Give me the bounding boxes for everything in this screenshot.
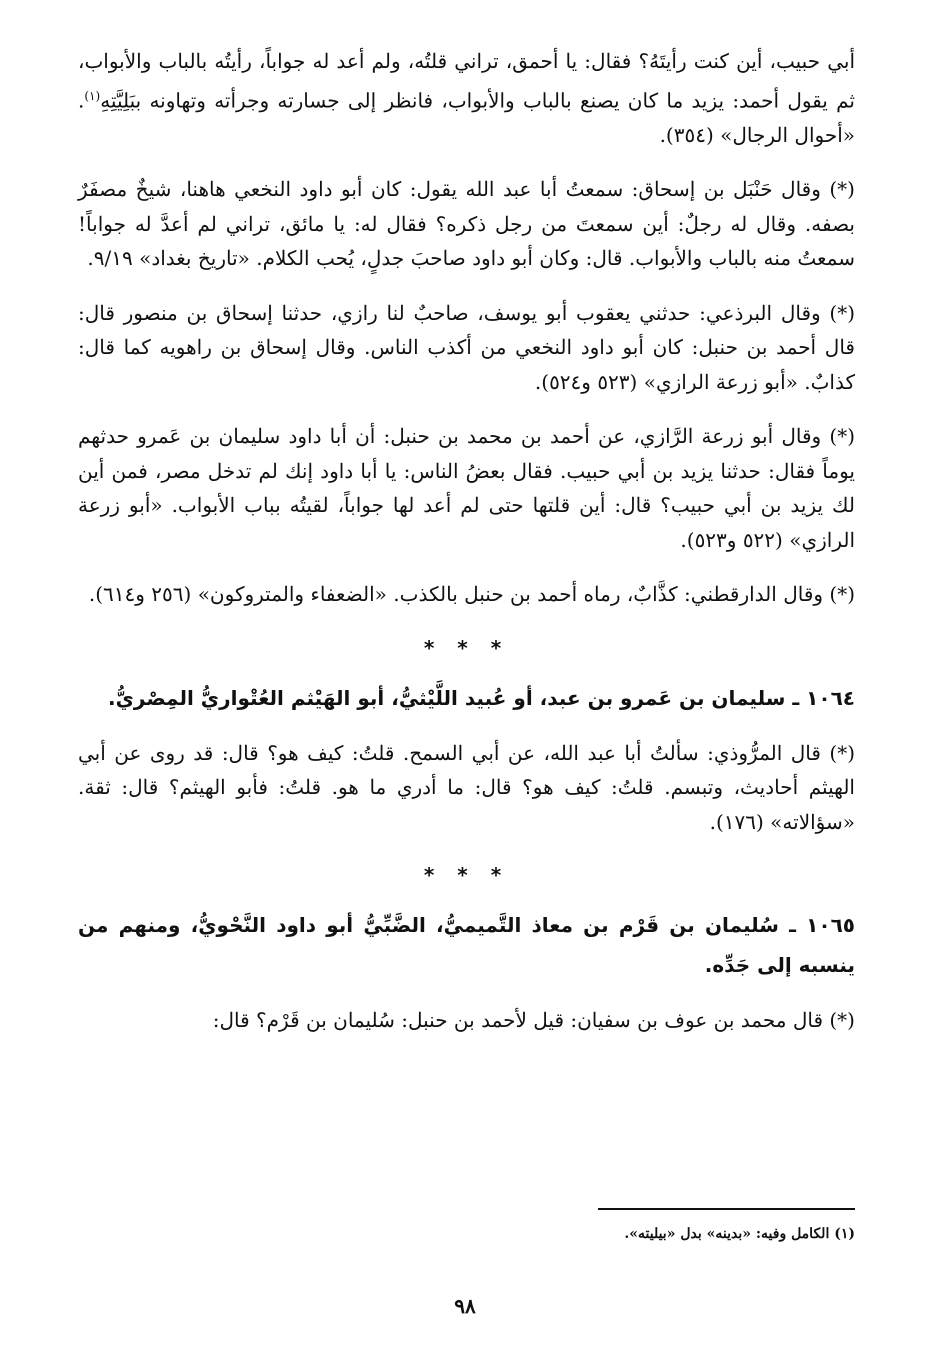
paragraph-5: (*) وقال الدارقطني: كذَّابٌ، رماه أحمد بن حنبل بالكذب. «الضعفاء والمتروكون» (٢٥٦ و٦١٤). [88,582,855,607]
page-number: ٩٨ [454,1294,476,1318]
paragraph-1 [78,44,855,152]
paragraph-1-text: أبي حبيب، أين كنت رأيتَهُ؟ فقال: يا أحمق، تراني قلتُه، ولم أعد له جواباً، رأيتُه بالباب والأبواب، ثم يقول أحمد: يزيد ما كان يصنع بالباب والأبواب، فانظر إلى جسارته وجرأته وتهاونه ببَلِيَّتِهِ [78,49,855,113]
entry-1064-heading: ١٠٦٤ ـ سليمان بن عَمرو بن عبد، أو عُبيد اللَّيْثيُّ، أبو الهَيْثم العُتْواريُّ المِصْريُّ. [107,685,855,710]
section-separator-1: * * * [423,635,510,660]
section-separator-2: * * * [423,863,510,888]
entry-1064-paragraph: (*) قال المرُّوذي: سألتُ أبا عبد الله، عن أبي السمح. قلتُ: كيف هو؟ قال: قد روى عن أبي الهيثم أحاديث، وتبسم. قلتُ: كيف هو؟ قال: ما أدري ما هو. قلتُ: فأبو الهيثم؟ قال: ثقة. «سؤالاته» (١٧٦). [78,740,855,834]
footnote-ref-1[interactable]: (١) [84,88,101,103]
paragraph-3: (*) وقال البرذعي: حدثني يعقوب أبو يوسف، صاحبٌ لنا رازي، حدثنا إسحاق بن منصور قال: قال أحمد بن حنبل: كان أبو داود النخعي من أكذب الناس. وقال إسحاق بن راهويه كما قال: كذابٌ. «أبو زرعة الرازي» (٥٢٣ و٥٢٤). [78,300,855,394]
entry-1065-paragraph: (*) قال محمد بن عوف بن سفيان: قيل لأحمد بن حنبل: سُليمان بن قَرْم؟ قال: [212,1008,855,1033]
entry-1065-heading: ١٠٦٥ ـ سُليمان بن قَرْم بن معاذ التَّميميُّ، الضَّبِّيُّ أبو داود النَّحْويُّ، ومنهم من ينسبه إلى جَدِّه. [78,913,855,978]
paragraph-1-citation: . «أحوال الرجال» (٣٥٤). [78,88,855,147]
footnote-rule [598,1208,855,1210]
footnote-1: (١) الكامل وفيه: «بدينه» بدل «بيليته». [624,1226,855,1242]
page-body [78,44,855,1058]
paragraph-2: (*) وقال حَنْبَل بن إسحاق: سمعتُ أبا عبد الله يقول: كان أبو داود النخعي هاهنا، شيخٌ مصفَرٌ بصفه. وقال له رجلٌ: أين سمعتَ من رجل ذكره؟ فقال له: يا مائق، تراني لم أعدَّ له جواباً! سمعتُ منه بالباب والأبواب. قال: وكان أبو داود صاحبَ جدلٍ، يُحب الكلام. «تاريخ بغداد» ٩/١٩. [78,177,855,271]
paragraph-4: (*) وقال أبو زرعة الرَّازي، عن أحمد بن محمد بن حنبل: أن أبا داود سليمان بن عَمرو حدثهم يوماً فقال: حدثنا يزيد بن أبي حبيب. فقال بعضُ الناس: يا أبا داود إنك لم تدخل مصر، فمن أين لك يزيد بن أبي حبيب؟ قال: أين قلتها حتى لم أعد لها جواباً، لقيتُه بباب الأبواب. «أبو زرعة الرازي» (٥٢٢ و٥٢٣). [78,424,855,552]
